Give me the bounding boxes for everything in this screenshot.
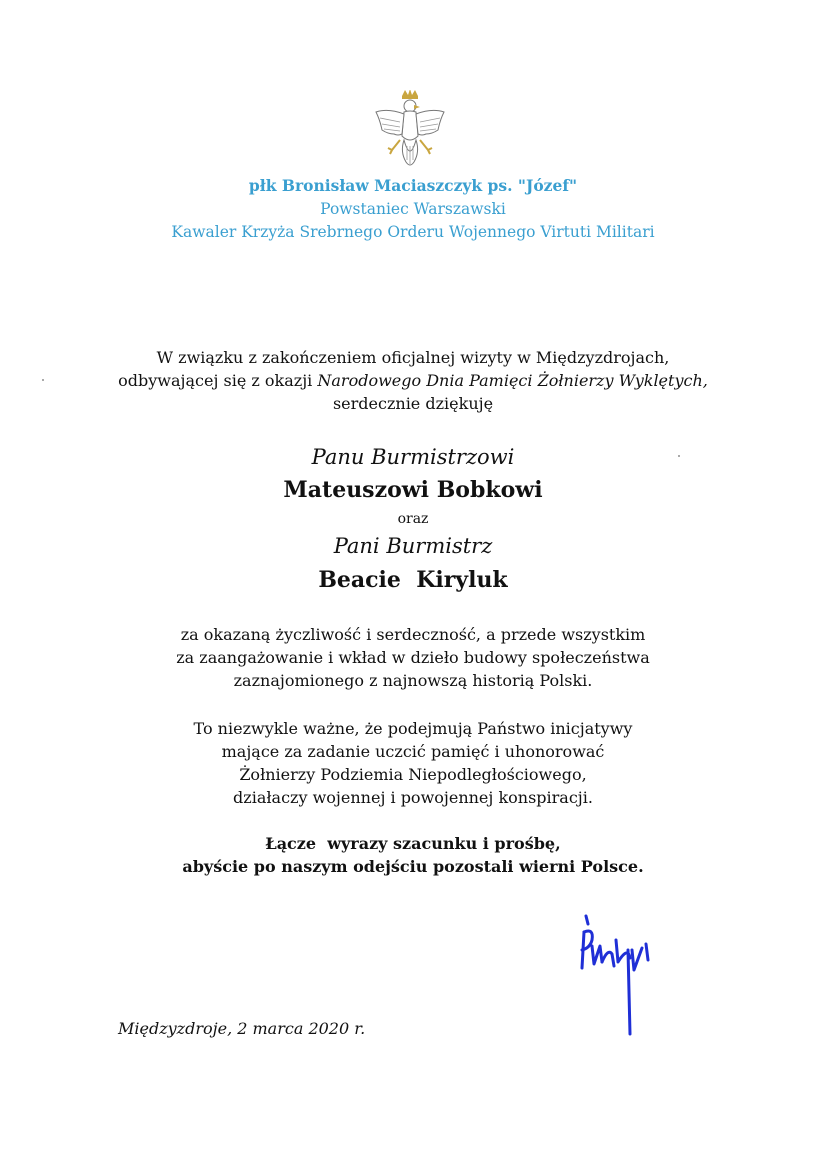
conjunction: oraz [397,511,429,527]
intro-line-1: W związku z zakończeniem oficjalnej wizyty w Międzyzdrojach, [156,348,670,367]
salutation-1: Panu Burmistrzowi [311,445,515,469]
sender-title-2: Kawaler Krzyża Srebrnego Orderu Wojennego Virtuti Militari [171,223,655,241]
salutation-2: Pani Burmistrz [333,534,493,558]
closing-paragraph [0,832,826,878]
closing-line: abyście po naszym odejściu pozostali wierni Polsce. [182,857,644,876]
importance-line: mające za zadanie uczcić pamięć i uhonorować [221,742,605,761]
thanks-line: za zaangażowanie i wkład w dzieło budowy społeczeństwa [176,648,650,667]
intro-line-2-prefix: odbywającej się z okazji [118,371,318,390]
sender-name: płk Bronisław Maciaszczyk ps. "Józef" [248,176,578,195]
thanks-line: zaznajomionego z najnowszą historią Polski. [233,671,593,690]
importance-line: To niezwykle ważne, że podejmują Państwo inicjatywy [193,719,633,738]
intro-line-2-italic: Narodowego Dnia Pamięci Żołnierzy Wyklętych, [317,371,708,390]
paper-speck [678,455,680,457]
polish-eagle-icon [374,90,446,172]
handwritten-signature [572,910,662,1040]
intro-line-2 [0,369,826,392]
importance-line: Żołnierzy Podziemia Niepodległościowego, [239,765,587,784]
intro-line-3: serdecznie dziękuję [332,394,494,413]
sender-title-1: Powstaniec Warszawski [320,200,506,218]
closing-line: Łącze wyrazy szacunku i prośbę, [265,834,561,853]
place-date: Międzyzdroje, 2 marca 2020 r. [118,1019,366,1038]
importance-paragraph [0,717,826,809]
intro-paragraph [0,346,826,415]
thanks-paragraph [0,623,826,692]
recipient-name-2: Beacie Kiryluk [318,567,508,593]
importance-line: działaczy wojennej i powojennej konspiracji. [233,788,593,807]
thanks-line: za okazaną życzliwość i serdeczność, a przede wszystkim [180,625,646,644]
recipient-name-1: Mateuszowi Bobkowi [283,477,543,503]
paper-speck [42,379,44,381]
